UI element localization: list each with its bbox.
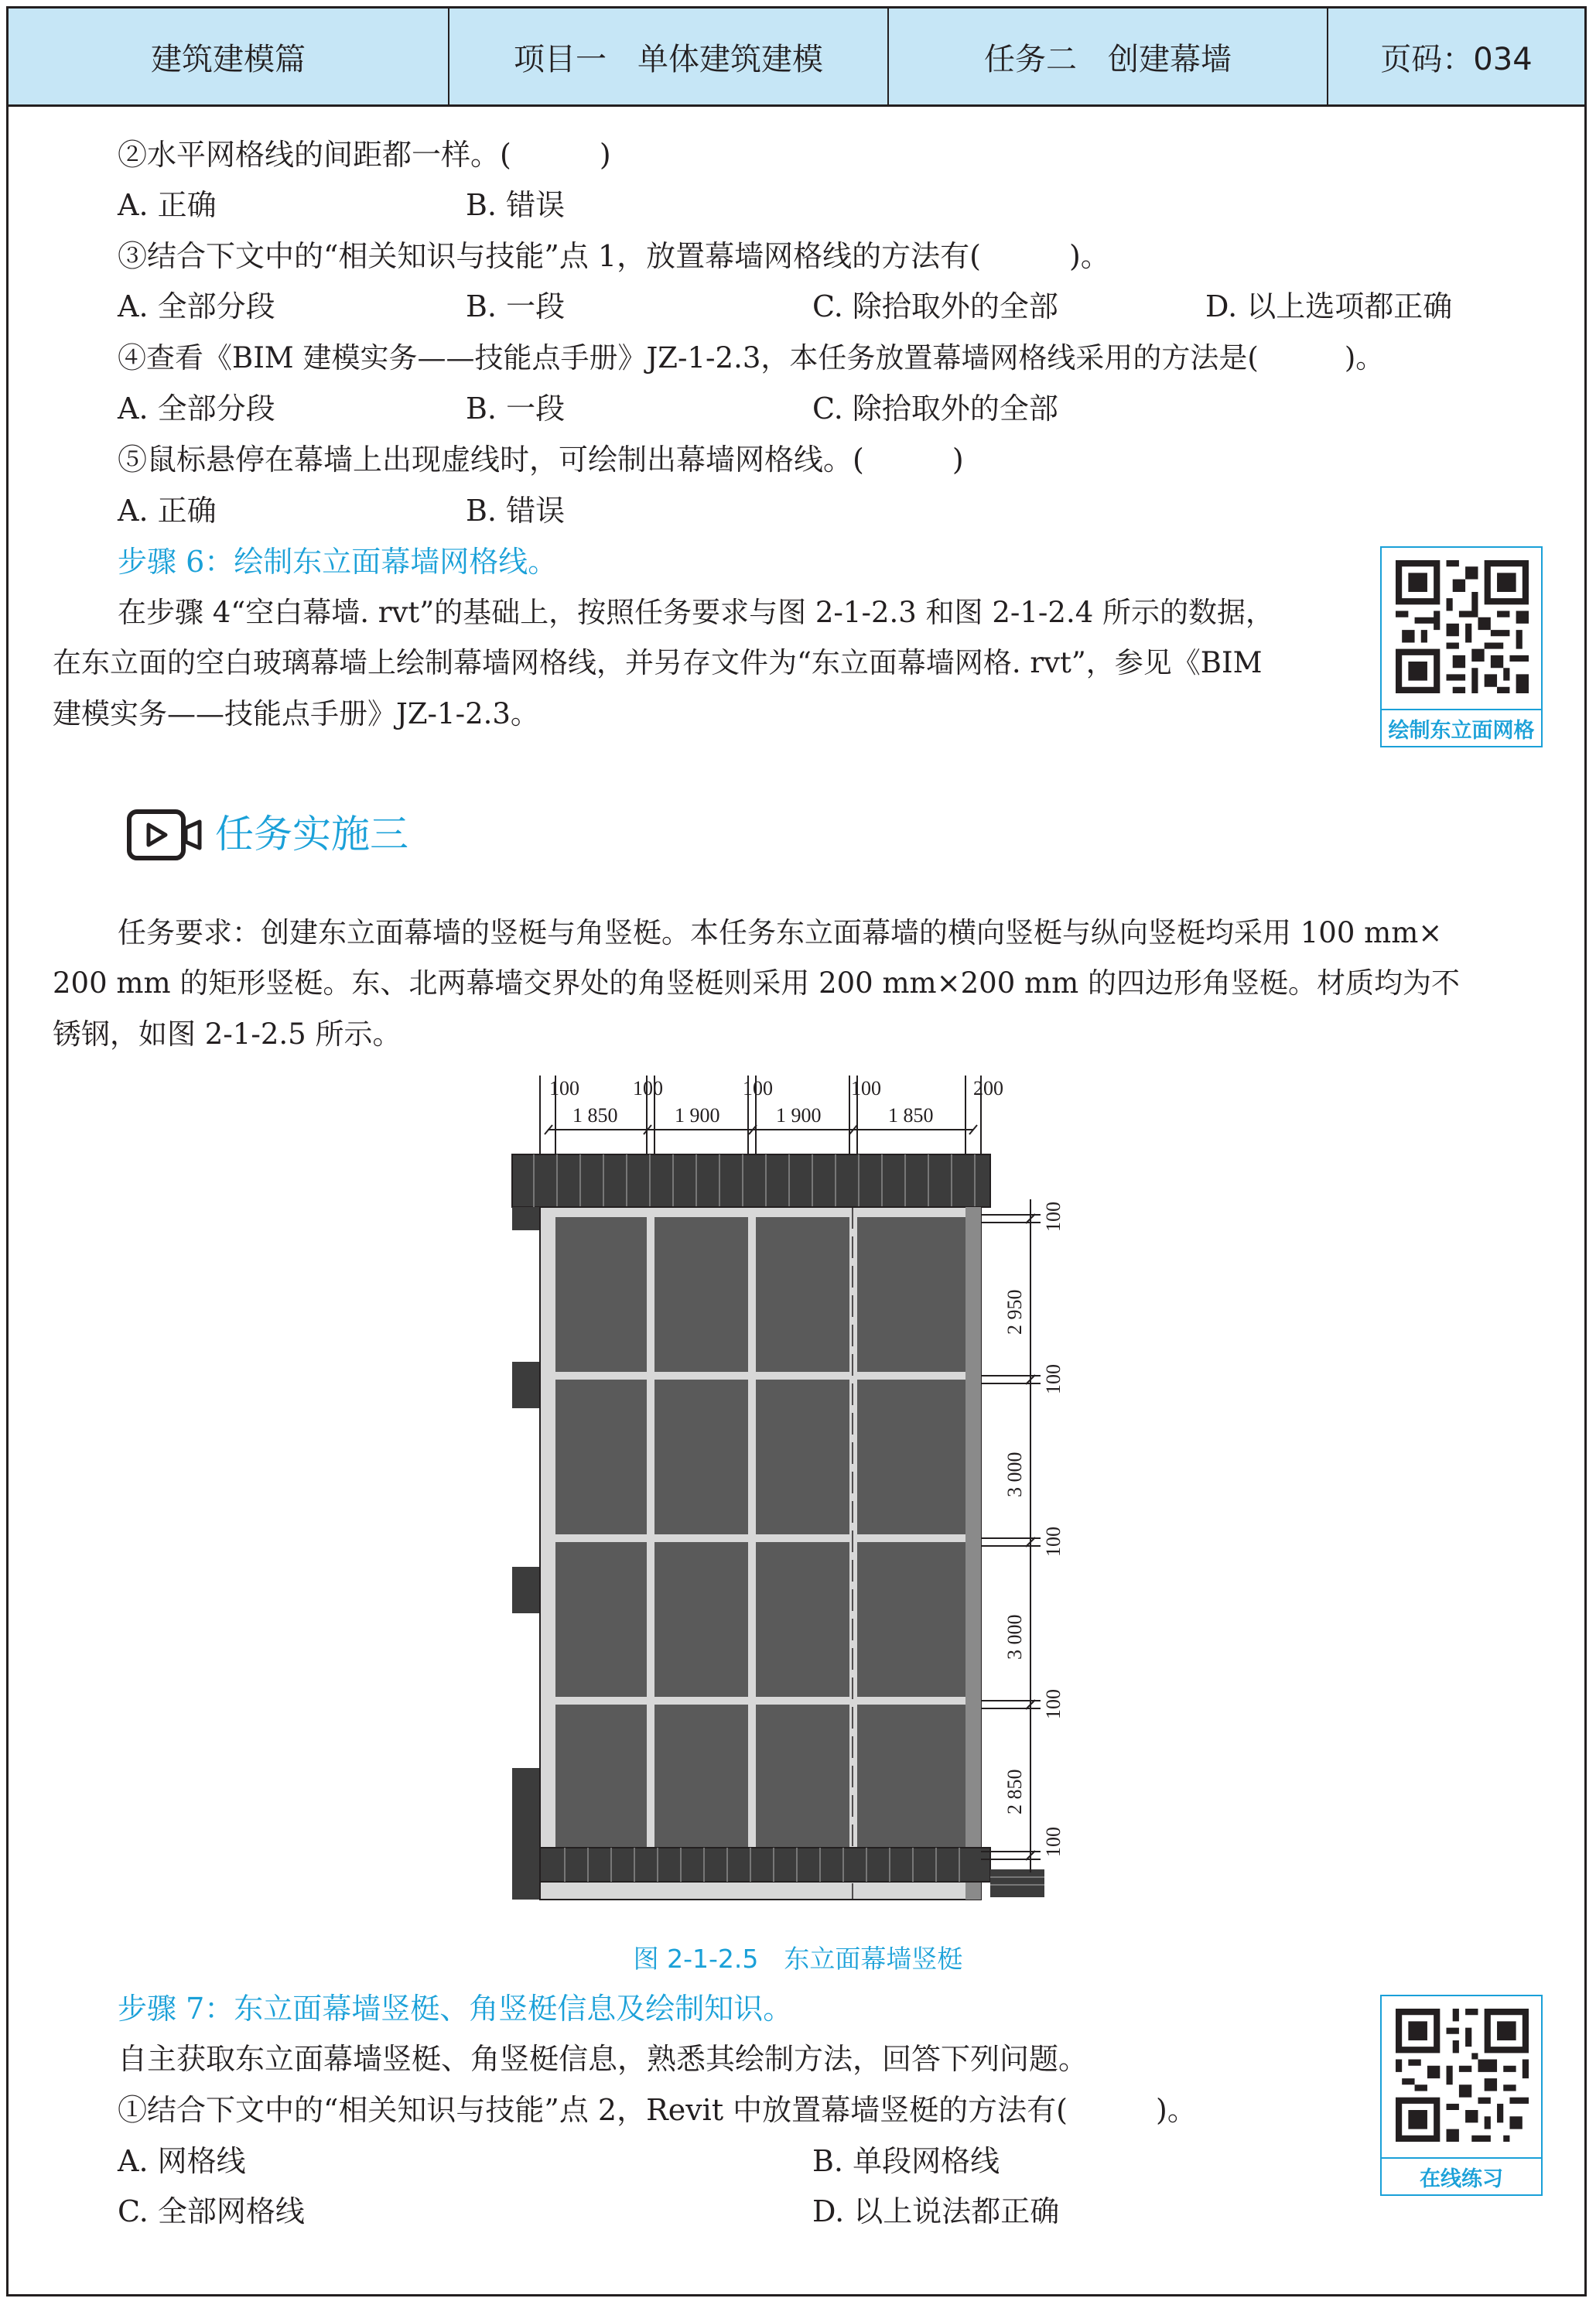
section-title: 任务实施三 xyxy=(215,812,408,857)
figure-caption: 图 2-1-2.5 东立面幕墙竖梃 xyxy=(633,1944,963,1974)
step-7-question-1: ①结合下文中的“相关知识与技能”点 2，Revit 中放置幕墙竖梃的方法有( )。 xyxy=(118,2093,1197,2127)
question-2-option-a: A. 正确 xyxy=(118,188,217,222)
curtain-wall-elevation-drawing xyxy=(495,1068,1099,1927)
dim-top-small-2: 100 xyxy=(633,1077,663,1099)
question-3-option-c: C. 除拾取外的全部 xyxy=(812,289,1058,323)
qr-code-caption: 在线练习 xyxy=(1382,2157,1541,2194)
question-4-option-b: B. 一段 xyxy=(466,392,566,426)
step-6-paragraph-line-2: 在东立面的空白玻璃幕墙上绘制幕墙网格线，并另存文件为“东立面幕墙网格. rvt”，参见《BIM xyxy=(53,646,1263,679)
question-3-option-b: B. 一段 xyxy=(466,289,566,323)
dim-top-small-3: 100 xyxy=(743,1077,773,1099)
question-2-stem: ②水平网格线的间距都一样。( ) xyxy=(118,138,611,172)
dim-right-span-3: 3 000 xyxy=(1003,1614,1026,1660)
dim-top-span-2: 1 900 xyxy=(675,1104,720,1127)
task-requirement-line-2: 200 mm 的矩形竖梃。东、北两幕墙交界处的角竖梃则采用 200 mm×200 mm 的四边形角竖梃。材质均为不 xyxy=(53,966,1460,1000)
dim-right-span-4: 2 850 xyxy=(1003,1769,1026,1814)
question-5-option-b: B. 错误 xyxy=(466,494,566,528)
header-part: 建筑建模篇 xyxy=(9,9,449,104)
page-header xyxy=(6,6,1587,107)
dim-right-small-2: 100 xyxy=(1042,1364,1065,1394)
header-project: 项目一 单体建筑建模 xyxy=(449,9,889,104)
question-3-option-a: A. 全部分段 xyxy=(118,289,275,323)
header-task: 任务二 创建幕墙 xyxy=(889,9,1328,104)
step-7-option-b: B. 单段网格线 xyxy=(812,2144,1000,2178)
dim-right-small-4: 100 xyxy=(1042,1689,1065,1719)
video-icon xyxy=(127,808,204,862)
step-7-option-c: C. 全部网格线 xyxy=(118,2194,305,2228)
step-6-title: 步骤 6：绘制东立面幕墙网格线。 xyxy=(118,545,558,579)
dim-right-span-2: 3 000 xyxy=(1003,1452,1026,1497)
question-2-option-b: B. 错误 xyxy=(466,188,566,222)
dim-right-span-1: 2 950 xyxy=(1003,1289,1026,1335)
question-4-stem: ④查看《BIM 建模实务——技能点手册》JZ-1-2.3，本任务放置幕墙网格线采用的方法是( )。 xyxy=(118,341,1385,374)
dim-top-small-1: 100 xyxy=(549,1077,579,1099)
question-4-option-c: C. 除拾取外的全部 xyxy=(812,392,1058,426)
dim-right-small-3: 100 xyxy=(1042,1527,1065,1557)
question-3-option-d: D. 以上选项都正确 xyxy=(1205,289,1453,323)
step-6-paragraph-line-3: 建模实务——技能点手册》JZ-1-2.3。 xyxy=(53,697,539,730)
step-6-paragraph-line-1: 在步骤 4“空白幕墙. rvt”的基础上，按照任务要求与图 2-1-2.3 和图 2-1-2.4 所示的数据， xyxy=(118,596,1275,629)
qr-code-caption: 绘制东立面网格 xyxy=(1382,709,1541,746)
step-7-option-d: D. 以上说法都正确 xyxy=(812,2194,1060,2228)
dim-right-small-5: 100 xyxy=(1042,1827,1065,1857)
dim-top-span-3: 1 900 xyxy=(776,1104,822,1127)
step-7-title: 步骤 7：东立面幕墙竖梃、角竖梃信息及绘制知识。 xyxy=(118,1992,793,2026)
qr-code-icon xyxy=(1396,2009,1529,2142)
dim-top-span-1: 1 850 xyxy=(572,1104,618,1127)
task-requirement-line-1: 任务要求：创建东立面幕墙的竖梃与角竖梃。本任务东立面幕墙的横向竖梃与纵向竖梃均采用 100 mm× xyxy=(118,916,1443,949)
qr-code-icon xyxy=(1396,560,1529,693)
question-4-option-a: A. 全部分段 xyxy=(118,392,275,426)
step-7-intro: 自主获取东立面幕墙竖梃、角竖梃信息，熟悉其绘制方法，回答下列问题。 xyxy=(118,2042,1088,2076)
dim-top-small-5: 200 xyxy=(973,1077,1003,1099)
dim-top-small-4: 100 xyxy=(851,1077,881,1099)
qr-code-online-practice[interactable] xyxy=(1380,1995,1543,2196)
question-5-stem: ⑤鼠标悬停在幕墙上出现虚线时，可绘制出幕墙网格线。( ) xyxy=(118,443,964,477)
qr-code-grid-video[interactable] xyxy=(1380,546,1543,747)
step-7-option-a: A. 网格线 xyxy=(118,2144,246,2178)
task-requirement-line-3: 锈钢，如图 2-1-2.5 所示。 xyxy=(53,1017,402,1051)
dim-top-span-4: 1 850 xyxy=(888,1104,934,1127)
question-3-stem: ③结合下文中的“相关知识与技能”点 1，放置幕墙网格线的方法有( )。 xyxy=(118,239,1110,273)
header-page-number: 页码：034 xyxy=(1380,41,1533,77)
question-5-option-a: A. 正确 xyxy=(118,494,217,528)
dim-right-small-1: 100 xyxy=(1042,1202,1065,1232)
